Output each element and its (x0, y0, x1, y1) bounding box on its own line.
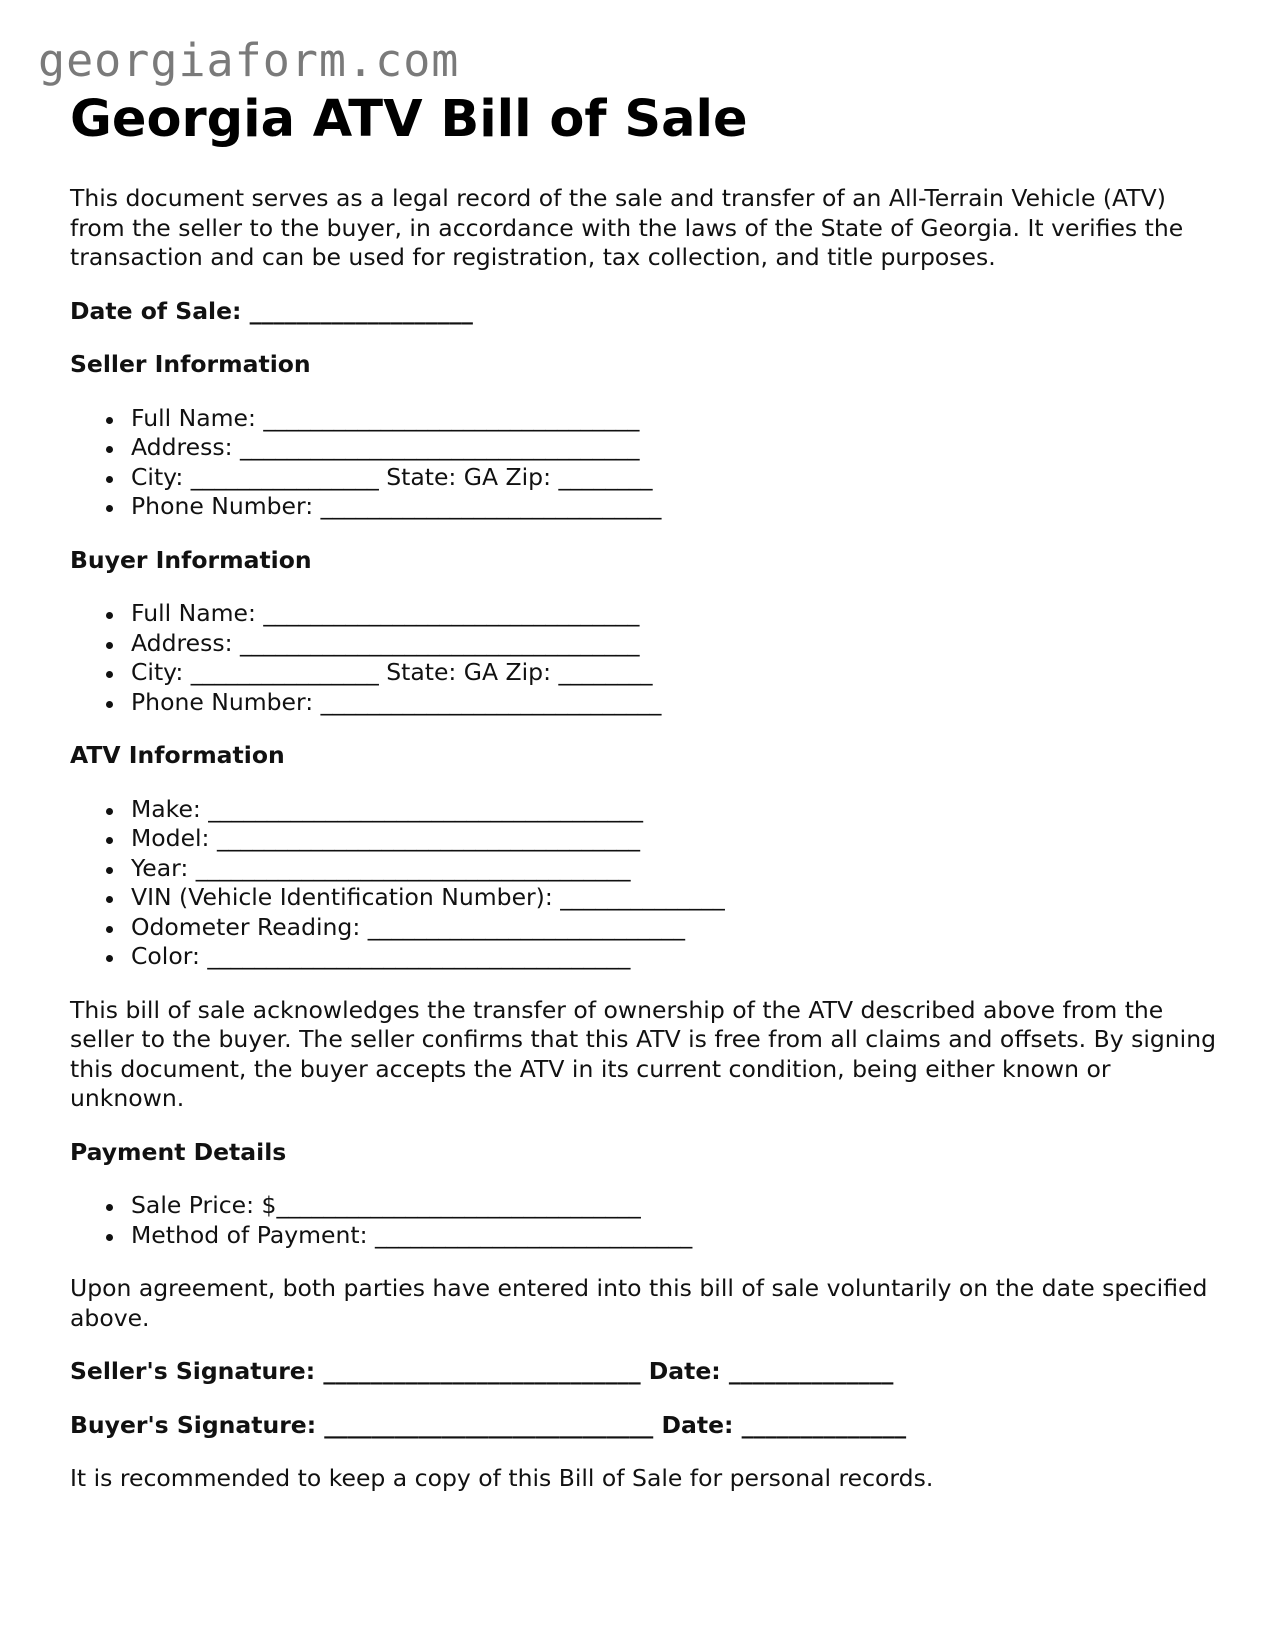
buyer-address-field[interactable]: Address: __________________________________ (131, 629, 1220, 659)
document-body (70, 90, 1220, 1494)
buyer-info-list (70, 599, 1220, 717)
seller-info-list (70, 404, 1220, 522)
seller-signature-label: Seller's Signature: ___________________________ Date: ______________ (70, 1357, 894, 1385)
buyer-city-state-zip-field[interactable]: City: ________________ State: GA Zip: ________ (131, 658, 1220, 688)
payment-method-field[interactable]: Method of Payment: ___________________________ (131, 1221, 1220, 1251)
atv-model-field[interactable]: Model: ____________________________________ (131, 824, 1220, 854)
atv-color-field[interactable]: Color: ____________________________________ (131, 942, 1220, 972)
date-of-sale-field[interactable] (70, 297, 1220, 327)
atv-section-heading: ATV Information (70, 741, 285, 769)
buyer-signature-label: Buyer's Signature: ____________________________ Date: ______________ (70, 1410, 907, 1439)
seller-city-state-zip-field[interactable]: City: ________________ State: GA Zip: ________ (131, 463, 1220, 493)
seller-full-name-field[interactable]: Full Name: ________________________________ (131, 404, 1220, 434)
buyer-signature-field[interactable] (70, 1411, 1220, 1441)
seller-signature-field[interactable] (70, 1357, 1220, 1387)
seller-section-heading: Seller Information (70, 350, 311, 378)
atv-make-field[interactable]: Make: _____________________________________ (131, 795, 1220, 825)
agreement-paragraph: Upon agreement, both parties have entered into this bill of sale voluntarily on the date specified above. (70, 1274, 1208, 1332)
buyer-phone-field[interactable]: Phone Number: _____________________________ (131, 688, 1220, 718)
site-watermark: georgiaform.com (38, 34, 460, 87)
intro-paragraph: This document serves as a legal record of the sale and transfer of an All-Terrain Vehicle (ATV) from the seller to the buyer, in accordance with the laws of the State of Georgia. It verifies the transaction and can be used for registration, tax collection, and title purposes. (70, 184, 1184, 271)
atv-info-list (70, 795, 1220, 972)
seller-address-field[interactable]: Address: __________________________________ (131, 433, 1220, 463)
atv-vin-field[interactable]: VIN (Vehicle Identification Number): ______________ (131, 883, 1220, 913)
buyer-section-heading: Buyer Information (70, 545, 312, 574)
atv-odometer-field[interactable]: Odometer Reading: ___________________________ (131, 913, 1220, 943)
payment-info-list (70, 1191, 1220, 1250)
document-title: Georgia ATV Bill of Sale (70, 90, 748, 149)
acknowledgement-paragraph: This bill of sale acknowledges the transfer of ownership of the ATV described above from the seller to the buyer. The seller confirms that this ATV is free from all claims and offsets. By signing this document, the buyer accepts the ATV in its current condition, being either known or unknown. (70, 995, 1217, 1112)
sale-price-field[interactable]: Sale Price: $_______________________________ (131, 1191, 1220, 1221)
atv-year-field[interactable]: Year: _____________________________________ (131, 854, 1220, 884)
date-of-sale-label: Date of Sale: ___________________ (70, 296, 473, 325)
seller-phone-field[interactable]: Phone Number: _____________________________ (131, 492, 1220, 522)
payment-section-heading: Payment Details (70, 1137, 287, 1166)
footer-note: It is recommended to keep a copy of this Bill of Sale for personal records. (70, 1464, 934, 1492)
buyer-full-name-field[interactable]: Full Name: ________________________________ (131, 599, 1220, 629)
